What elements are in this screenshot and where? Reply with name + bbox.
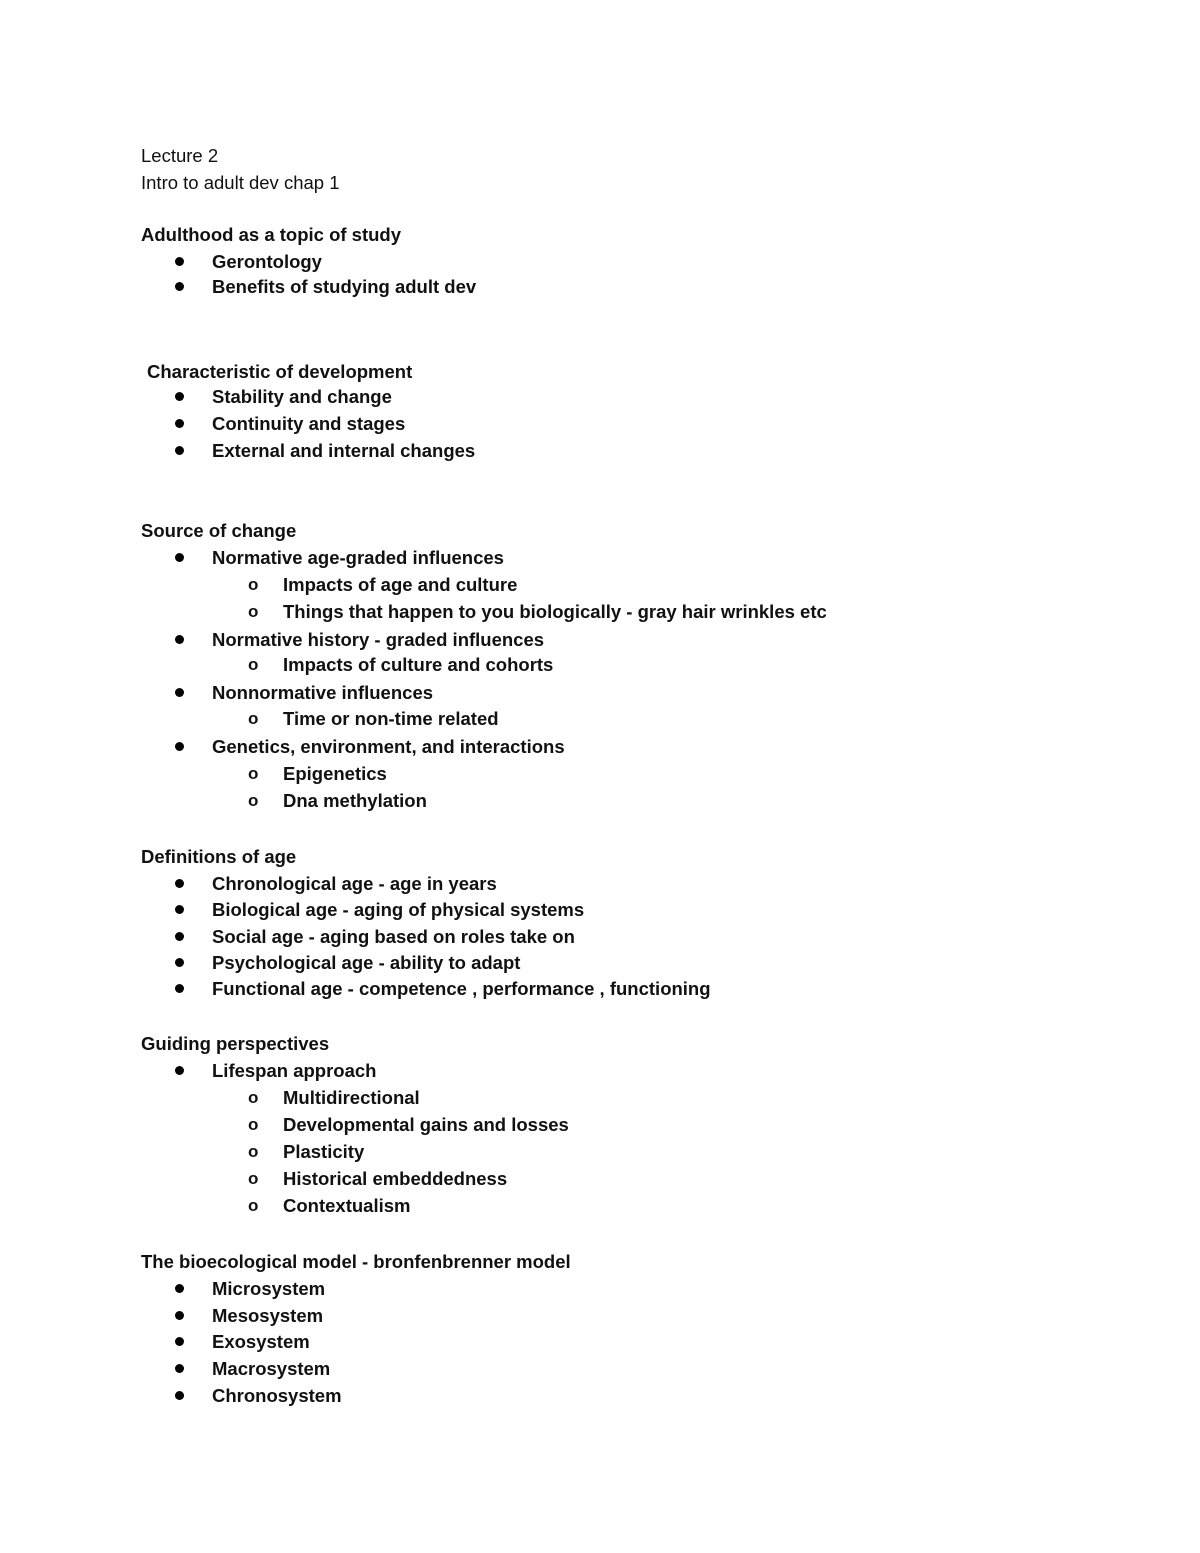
list-item: Psychological age - ability to adapt (212, 952, 521, 973)
bullet-icon (175, 932, 184, 941)
sub-bullet-icon: o (248, 1115, 259, 1134)
bullet-icon (175, 688, 184, 697)
sub-bullet-icon: o (248, 1142, 259, 1161)
sub-bullet-icon: o (248, 1196, 259, 1215)
bullet-icon (175, 446, 184, 455)
sub-list-item: Developmental gains and losses (283, 1114, 569, 1135)
list-item: Normative history - graded influences (212, 629, 545, 650)
list-item: Gerontology (212, 251, 322, 272)
section-heading: Characteristic of development (147, 361, 413, 382)
list-item: Chronosystem (212, 1385, 342, 1406)
sub-list-item: Plasticity (283, 1141, 365, 1162)
bullet-icon (175, 635, 184, 644)
lecture-title: Lecture 2 (141, 145, 219, 166)
bullet-icon (175, 257, 184, 266)
section-heading: The bioecological model - bronfenbrenner model (141, 1251, 571, 1272)
list-item: Chronological age - age in years (212, 873, 497, 894)
bullet-icon (175, 1311, 184, 1320)
list-item: Genetics, environment, and interactions (212, 736, 565, 757)
list-item: Mesosystem (212, 1305, 324, 1326)
sub-list-item: Impacts of culture and cohorts (283, 654, 554, 675)
bullet-icon (175, 1284, 184, 1293)
sub-list-item: Impacts of age and culture (283, 574, 518, 595)
bullet-icon (175, 419, 184, 428)
bullet-icon (175, 905, 184, 914)
sub-bullet-icon: o (248, 709, 259, 728)
sub-bullet-icon: o (248, 575, 259, 594)
sub-list-item: Multidirectional (283, 1087, 420, 1108)
sub-list-item: Epigenetics (283, 763, 387, 784)
list-item: External and internal changes (212, 440, 476, 461)
list-item: Stability and change (212, 386, 392, 407)
section-heading: Adulthood as a topic of study (141, 224, 402, 245)
bullet-icon (175, 392, 184, 401)
sub-bullet-icon: o (248, 1088, 259, 1107)
section-heading: Guiding perspectives (141, 1033, 330, 1054)
list-item: Exosystem (212, 1331, 310, 1352)
sub-list-item: Dna methylation (283, 790, 427, 811)
bullet-icon (175, 282, 184, 291)
sub-list-item: Things that happen to you biologically - gray hair wrinkles etc (283, 601, 827, 622)
bullet-icon (175, 742, 184, 751)
section-heading: Source of change (141, 520, 297, 541)
list-item: Continuity and stages (212, 413, 406, 434)
bullet-icon (175, 1364, 184, 1373)
sub-list-item: Contextualism (283, 1195, 411, 1216)
list-item: Nonnormative influences (212, 682, 434, 703)
list-item: Social age - aging based on roles take on (212, 926, 575, 947)
sub-bullet-icon: o (248, 602, 259, 621)
list-item: Macrosystem (212, 1358, 331, 1379)
lecture-subtitle: Intro to adult dev chap 1 (141, 172, 340, 193)
list-item: Benefits of studying adult dev (212, 276, 477, 297)
list-item: Functional age - competence , performance , functioning (212, 978, 711, 999)
bullet-icon (175, 1337, 184, 1346)
bullet-icon (175, 1066, 184, 1075)
bullet-icon (175, 553, 184, 562)
list-item: Biological age - aging of physical systems (212, 899, 585, 920)
sub-bullet-icon: o (248, 1169, 259, 1188)
section-heading: Definitions of age (141, 846, 297, 867)
bullet-icon (175, 1391, 184, 1400)
list-item: Normative age-graded influences (212, 547, 504, 568)
sub-list-item: Time or non-time related (283, 708, 499, 729)
sub-bullet-icon: o (248, 655, 259, 674)
sub-bullet-icon: o (248, 764, 259, 783)
list-item: Lifespan approach (212, 1060, 377, 1081)
bullet-icon (175, 879, 184, 888)
list-item: Microsystem (212, 1278, 326, 1299)
bullet-icon (175, 958, 184, 967)
sub-list-item: Historical embeddedness (283, 1168, 508, 1189)
sub-bullet-icon: o (248, 791, 259, 810)
bullet-icon (175, 984, 184, 993)
